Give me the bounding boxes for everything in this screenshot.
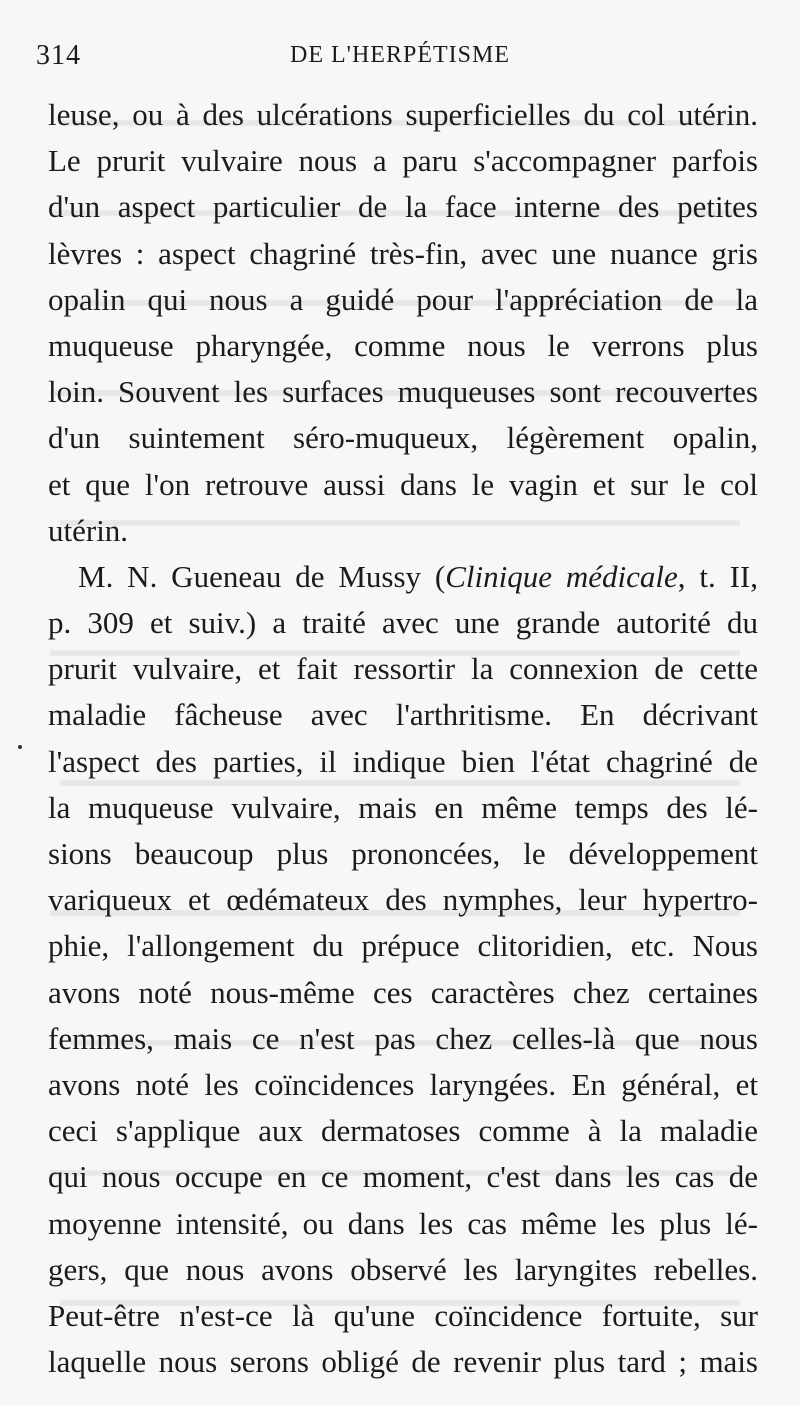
text-line: muqueuse pharyngée, comme nous le verrons plus [48,327,758,363]
text-line: opalin qui nous a guidé pour l'appréciation de la [48,281,758,317]
text-line: lèvres : aspect chagriné très-fin, avec une nuance gris [48,235,758,271]
text-line: p. 309 et suiv.) a traité avec une grande autorité du [48,605,758,641]
text-line: moyenne intensité, ou dans les cas même les plus lé- [48,1205,758,1241]
text-line: l'aspect des parties, il indique bien l'état chagriné de [48,743,758,779]
text-fragment: , t. II, [677,558,758,594]
text-line: d'un aspect particulier de la face interne des petites [48,189,758,225]
text-line: laquelle nous serons obligé de revenir plus tard ; mais [48,1344,758,1380]
text-line: utérin. [48,512,129,548]
paragraph-start-line [48,554,758,600]
text-line: loin. Souvent les surfaces muqueuses sont recouvertes [48,374,758,410]
text-line: avons noté nous-même ces caractères chez certaines [48,974,758,1010]
text-line: maladie fâcheuse avec l'arthritisme. En décrivant [48,697,758,733]
book-title: Clinique médicale [445,558,678,594]
text-line: prurit vulvaire, et fait ressortir la connexion de cette [48,651,758,687]
text-line: gers, que nous avons observé les laryngites rebelles. [48,1251,758,1287]
text-line: la muqueuse vulvaire, mais en même temps des lé- [48,789,758,825]
text-line: variqueux et œdémateux des nymphes, leur hypertro- [48,882,758,918]
text-line: Le prurit vulvaire nous a paru s'accompagner parfois [48,143,758,179]
text-line: femmes, mais ce n'est pas chez celles-là que nous [48,1020,758,1056]
text-line: sions beaucoup plus prononcées, le développement [48,836,758,871]
text-line: ceci s'applique aux dermatoses comme à la maladie [48,1113,758,1149]
text-line: qui nous occupe en ce moment, c'est dans les cas de [48,1159,758,1195]
text-line: et que l'on retrouve aussi dans le vagin et sur le col [48,466,758,502]
text-fragment: M. N. Gueneau de Mussy ( [78,558,446,594]
running-title: DE L'HERPÉTISME [290,42,510,68]
text-line: phie, l'allongement du prépuce clitoridien, etc. Nous [48,928,758,964]
text-line: Peut-être n'est-ce là qu'une coïncidence fortuite, sur [48,1297,758,1333]
text-line: d'un suintement séro-muqueux, légèrement opalin, [48,420,758,456]
text-line: leuse, ou à des ulcérations superficielles du col utérin. [48,97,758,132]
body-text [48,92,758,1385]
text-line: avons noté les coïncidences laryngées. En général, et [48,1066,758,1102]
page-number: 314 [36,40,81,71]
running-head [36,40,764,80]
margin-dot [18,745,22,749]
